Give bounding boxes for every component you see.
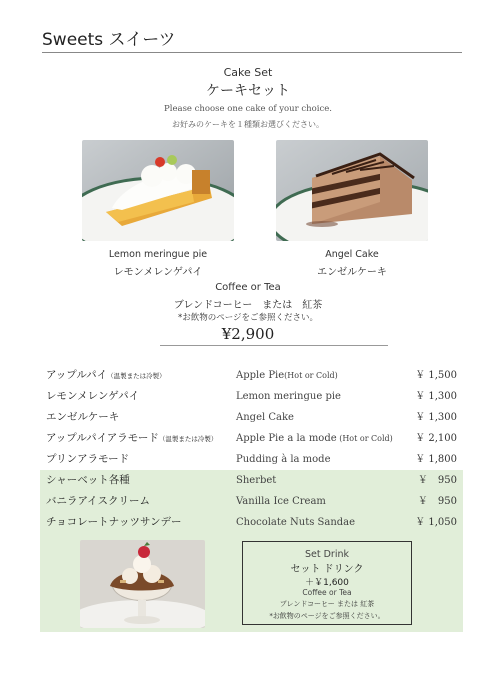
menu-row [40, 449, 463, 470]
cake-name-jp: レモンメレンゲパイ [113, 267, 203, 278]
menu-row [40, 491, 463, 512]
page-header [42, 30, 462, 53]
menu-row [40, 470, 463, 491]
item-name-en: Angel Cake [236, 412, 294, 423]
item-price: ￥ 1,500 [415, 370, 457, 381]
set-drink-option-jp: ブレンドコーヒー または 紅茶 [279, 600, 375, 608]
cake-set-title-en: Cake Set [223, 66, 273, 79]
lemon-meringue-pie-photo [82, 140, 234, 241]
item-name-jp: シャーベット各種 [46, 474, 130, 486]
item-name-jp: プリンアラモード [46, 453, 130, 465]
menu-row [40, 428, 463, 449]
item-note-en: (Hot or Cold) [336, 434, 393, 443]
set-drink-note: *お飲物のページをご参照ください。 [269, 612, 385, 620]
item-name-en: Apple Pie a la mode [236, 433, 337, 444]
item-name-jp: エンゼルケーキ [46, 411, 120, 423]
set-drink-price: ＋￥1,600 [305, 578, 349, 588]
cake-set-price: ¥2,900 [221, 325, 275, 343]
item-price: ￥ 950 [417, 475, 457, 486]
item-name-jp: レモンメレンゲパイ [46, 390, 140, 402]
item-name-en: Chocolate Nuts Sandae [236, 517, 356, 528]
item-name-en: Sherbet [236, 475, 277, 486]
set-drink-en: Coffee or Tea [215, 282, 281, 293]
divider [160, 345, 388, 346]
cake-set-title-jp: ケーキセット [206, 83, 290, 99]
menu-list [40, 365, 463, 533]
menu-row [40, 512, 463, 533]
choose-instruction-en: Please choose one cake of your choice. [164, 104, 332, 114]
item-price: ￥ 1,800 [415, 454, 457, 465]
item-price: ￥ 1,300 [415, 391, 457, 402]
set-drink-box [242, 541, 412, 625]
item-note-jp: （温製または冷製） [107, 372, 166, 380]
set-drink-title-jp: セット ドリンク [290, 564, 364, 575]
item-name-en: Vanilla Ice Cream [236, 496, 326, 507]
drink-note: *お飲物のページをご参照ください。 [177, 313, 319, 323]
cake-option-angel [267, 249, 437, 278]
cake-name-en: Lemon meringue pie [108, 249, 208, 260]
cake-name-jp: エンゼルケーキ [317, 267, 387, 278]
item-name-jp: アップルパイアラモード [46, 432, 159, 444]
cake-name-en: Angel Cake [325, 249, 379, 260]
set-drink-option-en: Coffee or Tea [302, 588, 352, 597]
item-price: ￥ 1,300 [415, 412, 457, 423]
item-name-jp: チョコレートナッツサンデー [46, 516, 182, 528]
item-note-jp: （温製または冷製） [158, 435, 218, 443]
item-price: ￥ 1,050 [415, 517, 457, 528]
set-drink-title-en: Set Drink [304, 549, 349, 560]
item-note-en: (Hot or Cold) [284, 371, 338, 380]
chocolate-sundae-photo [80, 540, 205, 628]
choose-instruction-jp: お好みのケーキを１種類お選びください。 [172, 120, 324, 129]
menu-row [40, 407, 463, 428]
item-name-en: Lemon meringue pie [236, 391, 341, 402]
item-name-en: Pudding à la mode [236, 454, 331, 465]
cake-option-lemon [73, 249, 243, 278]
menu-row [40, 386, 463, 407]
set-drink-jp: ブレンドコーヒー または 紅茶 [173, 300, 323, 311]
item-price: ￥ 950 [417, 496, 457, 507]
item-name-en: Apple Pie [236, 370, 285, 381]
item-price: ￥ 2,100 [415, 433, 457, 444]
page-title: Sweets スイーツ [42, 30, 176, 50]
angel-cake-photo [276, 140, 428, 241]
menu-row [40, 365, 463, 386]
item-name-jp: バニラアイスクリーム [46, 495, 150, 507]
item-name-jp: アップルパイ [46, 369, 108, 381]
